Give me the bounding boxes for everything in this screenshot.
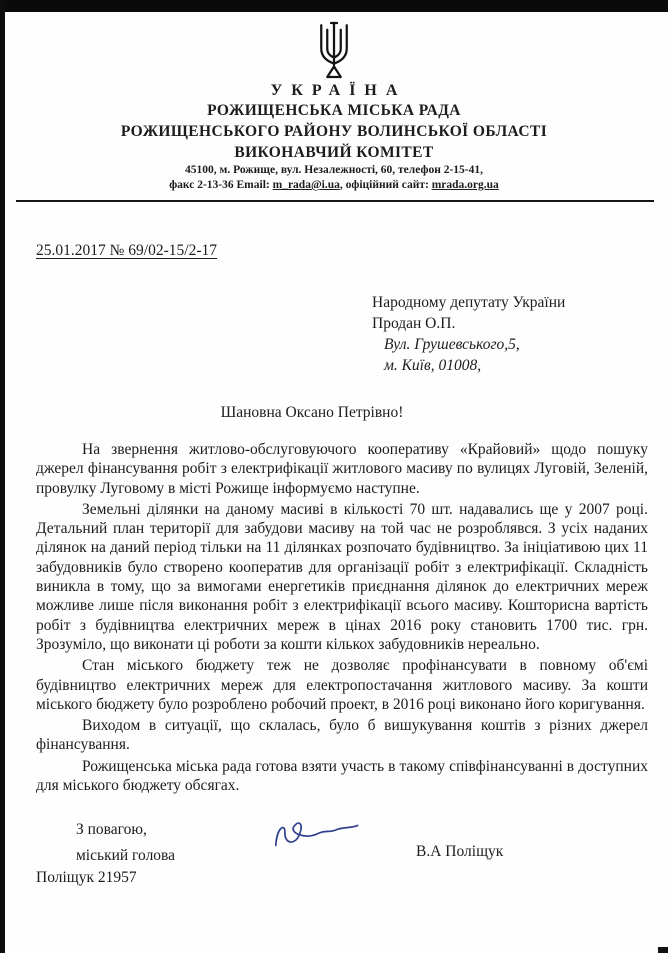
- address-line-2: [0, 178, 668, 193]
- paragraph-3: Стан міського бюджету теж не дозволяє профінансувати в повному об'ємі будівництво електричних мереж для електропостачання житлового масиву. За кошти міського бюджету було розроблено робочий проект, в 2016 році виконано його коригування.: [36, 657, 648, 713]
- closing-regards: З повагою,: [76, 821, 147, 839]
- paragraph-4: Виходом в ситуації, що склалась, було б вишукування коштів з різних джерел фінансування.: [36, 717, 648, 754]
- paragraph-2: Земельні ділянки на даному масиві в кількості 70 шт. надавались ще у 2007 році. Детальний план території для забудови масиву на той час не розроблявся. З усіх наданих ділянок на даний період тільки на 11 ділянках розпочато будівництво. За ініціативою цих 11 забудовників було створено кооператив для організації робіт з електрифікації. Складність виникла в тому, що за вимогами енергетиків приєднання ділянок до електричних мереж можливе лише після виконання робіт з електрифікації всього масиву. Кошторисна вартість робіт з будівництва електричних мереж в цінах 2016 року становить 1700 тис. грн. Зрозуміло, що виконати ці роботи за кошти кількох забудовників нереально.: [36, 500, 648, 653]
- address-line-1: 45100, м. Рожище, вул. Незалежності, 60, телефон 2-15-41,: [185, 164, 483, 176]
- email-link: m_rada@i.ua: [272, 179, 340, 191]
- paragraph-5: Рожищенська міська рада готова взяти участь в такому співфінансуванні в доступних для міського бюджету обсягах.: [36, 757, 648, 795]
- org-name-line3: ВИКОНАВЧИЙ КОМІТЕТ: [234, 144, 434, 161]
- address-line-2-prefix: факс 2-13-36 Email:: [169, 179, 273, 191]
- letter-content: [0, 202, 668, 917]
- executor-note: Поліщук 21957: [36, 869, 137, 887]
- salutation: Шановна Оксано Петрівно!: [220, 404, 404, 421]
- signer-name: В.А Поліщук: [416, 843, 504, 861]
- recipient-title: Народному депутату України: [372, 294, 566, 311]
- ukraine-trident-emblem: [311, 20, 357, 80]
- scan-artifact-left: [0, 0, 5, 953]
- website-link: mrada.org.ua: [431, 179, 499, 191]
- recipient-block: [372, 292, 648, 376]
- closing-block: [36, 817, 648, 917]
- letterhead: [0, 0, 668, 202]
- org-name-line2: РОЖИЩЕНСЬКОГО РАЙОНУ ВОЛИНСЬКОЇ ОБЛАСТІ: [120, 123, 548, 140]
- paragraph-1: На звернення житлово-обслуговуючого кооперативу «Крайовий» щодо пошуку джерел фінансування робіт з електрифікації житлового масиву по вулицях Луговій, Зеленій, провулку Луговому в місті Рожище інформуємо наступне.: [36, 441, 648, 497]
- recipient-street: Вул. Грушевського,5,: [384, 336, 520, 353]
- org-name-line1: РОЖИЩЕНСЬКА МІСЬКА РАДА: [207, 102, 461, 119]
- address-line-2-mid: , офіційний сайт:: [339, 179, 432, 191]
- country-name: УКРАЇНА: [270, 82, 407, 99]
- reference-number: 25.01.2017 № 69/02-15/2-17: [36, 242, 217, 259]
- letter-body: [36, 440, 648, 795]
- recipient-city: м. Київ, 01008,: [384, 357, 482, 374]
- closing-title: міський голова: [76, 847, 176, 865]
- recipient-name: Продан О.П.: [372, 315, 456, 332]
- scan-artifact-top: [0, 0, 668, 12]
- scan-artifact-corner: [658, 947, 668, 953]
